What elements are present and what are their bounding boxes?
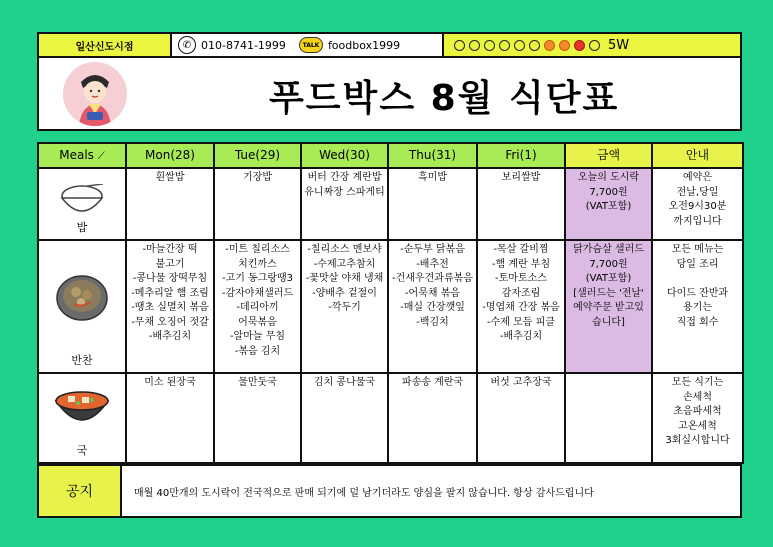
phone-number[interactable]: 010-8741-1999 [201, 38, 286, 52]
header-fri: Fri(1) [477, 143, 565, 168]
menu-cell-mon-side: -마늘간장 떡 불고기 -콩나물 장떡무침 -메추리알 햄 조림 -땡초 실멸치 볶음 -무채 오징어 젓갈 -배추김치 [126, 240, 214, 373]
header-wed: Wed(30) [301, 143, 388, 168]
rice-bowl-icon [57, 184, 107, 220]
info-cell-cooking: 모든 메뉴는 당일 조리 다이드 잔반과 용기는 직접 회수 [652, 240, 743, 373]
page-title: 푸드박스 8월 식단표 [269, 78, 620, 119]
week-dot [559, 40, 570, 51]
mascot-logo [63, 62, 127, 126]
menu-cell-wed-soup: 김치 콩나물국 [301, 373, 388, 463]
menu-cell-fri-side: -목살 갈비찜 -햄 계란 부침 -토마토소스 감자조림 -명엽채 간장 볶음 -수제 모듬 피클 -배추김치 [477, 240, 565, 373]
week-dot [529, 40, 540, 51]
soup-bowl-icon [52, 383, 112, 433]
week-dot [514, 40, 525, 51]
table-row-soup [38, 373, 743, 463]
header-info: 안내 [652, 143, 743, 168]
kakao-id[interactable]: foodbox1999 [327, 38, 401, 52]
info-cell-reservation: 예약은 전날,당일 오전9시30분 까지입니다 [652, 168, 743, 240]
contact-bar [172, 32, 444, 58]
meal-label-rice: 밥 [76, 221, 88, 235]
header-price: 금액 [565, 143, 652, 168]
price-cell-empty [565, 373, 652, 463]
notice-label: 공지 [37, 464, 122, 518]
meal-label-soup: 국 [76, 444, 88, 458]
table-row-rice [38, 168, 743, 240]
menu-cell-mon-soup: 미소 된장국 [126, 373, 214, 463]
meal-cell-side [38, 240, 126, 373]
table-row-side [38, 240, 743, 373]
phone-icon: ✆ [178, 36, 196, 54]
week-dot [454, 40, 465, 51]
menu-cell-wed-rice: 버터 간장 계란밥 유니짜장 스파게티 [301, 168, 388, 240]
menu-cell-thu-soup: 파송송 계란국 [388, 373, 477, 463]
menu-cell-fri-rice: 보리쌀밥 [477, 168, 565, 240]
title-row [37, 58, 742, 131]
store-name: 일산신도시점 [37, 32, 172, 58]
week-dots [454, 40, 600, 51]
price-cell-lunchbox: 오늘의 도시락 7,700원 (VAT포함) [565, 168, 652, 240]
week-dot [544, 40, 555, 51]
meal-cell-soup [38, 373, 126, 463]
price-cell-salad: 닭가슴살 샐러드 7,700원 (VAT포함) [샐러드는 '전날' 예약주문 받고있 습니다] [565, 240, 652, 373]
side-dish-icon [54, 268, 110, 324]
menu-cell-fri-soup: 버섯 고추장국 [477, 373, 565, 463]
menu-cell-thu-rice: 흑미밥 [388, 168, 477, 240]
week-label: 5W [608, 37, 630, 53]
notice-text: 매월 40만개의 도시락이 전국적으로 판매 되기에 덜 남기더라도 양심을 팔지 않습니다. 항상 감사드립니다 [122, 464, 742, 518]
kakao-talk-icon: TALK [299, 37, 323, 53]
menu-cell-tue-soup: 물만둣국 [214, 373, 301, 463]
meal-cell-rice [38, 168, 126, 240]
table-header-row [38, 143, 743, 168]
header-mon: Mon(28) [126, 143, 214, 168]
menu-cell-mon-rice: 흰쌀밥 [126, 168, 214, 240]
spoon-icon: ⟋ [97, 150, 105, 162]
menu-cell-wed-side: -칠리소스 멘보샤 -수제고추참치 -꽃맛살 야채 냉채 -양배추 겉절이 -깍두기 [301, 240, 388, 373]
menu-cell-tue-side: -미트 칠리소스 치킨까스 -고기 동그랑땡3 -감자야채샐러드 -데리아끼 어묵볶음 -알마늘 무침 -볶음 김치 [214, 240, 301, 373]
week-dot [484, 40, 495, 51]
header-top-row [37, 32, 742, 58]
menu-table [37, 142, 744, 464]
week-dot [469, 40, 480, 51]
menu-cell-tue-rice: 기장밥 [214, 168, 301, 240]
notice-bar [37, 464, 742, 518]
header-meals [38, 143, 126, 168]
menu-cell-thu-side: -순두부 닭볶음 -배추전 -건새우견과류볶음 -어묵채 볶음 -매실 간장깻잎 -백김치 [388, 240, 477, 373]
meal-label-side: 반찬 [71, 354, 93, 368]
week-indicator [444, 32, 742, 58]
week-dot [499, 40, 510, 51]
header-tue: Tue(29) [214, 143, 301, 168]
info-cell-washing: 모든 식기는 손세척 초음파세척 고온세척 3회실시합니다 [652, 373, 743, 463]
week-dot [589, 40, 600, 51]
week-dot [574, 40, 585, 51]
header-meals-label: Meals [59, 147, 94, 162]
header-thu: Thu(31) [388, 143, 477, 168]
